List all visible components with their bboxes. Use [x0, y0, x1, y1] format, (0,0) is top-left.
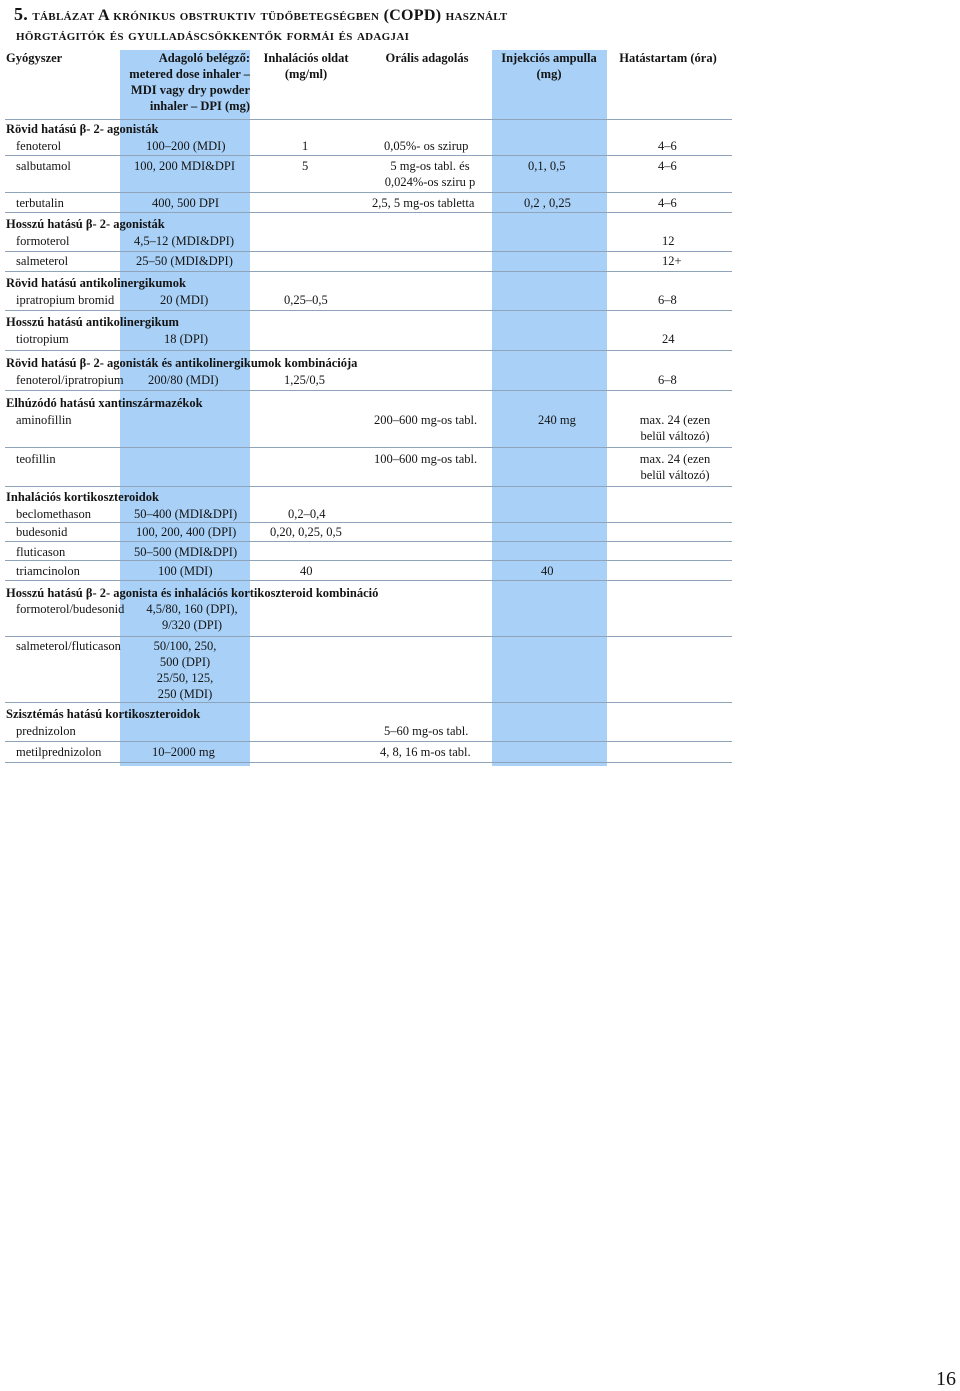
row-divider — [5, 310, 732, 311]
drug-name: ipratropium bromid — [16, 293, 115, 307]
drug-name: salbutamol — [16, 159, 71, 173]
header-inhaler: Adagoló belégző: metered dose inhaler – MDI vagy dry powder inhaler – DPI (mg) — [129, 51, 250, 113]
row-divider — [5, 702, 732, 703]
inhaler-dose: 100–200 (MDI) — [146, 139, 226, 153]
table-title — [14, 4, 734, 46]
inhaler-dose: 20 (MDI) — [160, 293, 209, 307]
row-divider — [5, 390, 732, 391]
row-divider — [5, 155, 732, 156]
section-heading: Rövid hatású antikolinergikumok — [6, 276, 186, 290]
solution-dose: 0,20, 0,25, 0,5 — [270, 525, 342, 539]
page-number: 16 — [936, 1368, 956, 1390]
table-number: 5. — [14, 4, 29, 24]
row-divider — [5, 486, 732, 487]
section-heading: Hosszú hatású β- 2- agonista és inhalációs kortikoszteroid kombináció — [6, 586, 379, 600]
drug-name: tiotropium — [16, 332, 69, 346]
oral-dose: 5 mg-os tabl. és 0,024%-os sziru p — [384, 159, 476, 189]
duration: 6–8 — [658, 293, 677, 307]
drug-name: salmeterol — [16, 254, 69, 268]
row-divider — [5, 119, 732, 120]
drug-name: beclomethason — [16, 507, 91, 521]
row-divider — [5, 741, 732, 742]
oral-dose: 100–600 mg-os tabl. — [374, 452, 478, 466]
inhaler-dose: 4,5–12 (MDI&DPI) — [134, 234, 234, 248]
drug-name: terbutalin — [16, 196, 64, 210]
header-drug: Gyógyszer — [6, 51, 63, 65]
injection-dose: 0,1, 0,5 — [528, 159, 566, 173]
oral-dose: 200–600 mg-os tabl. — [374, 413, 478, 427]
duration: 4–6 — [658, 159, 677, 173]
row-divider — [5, 580, 732, 581]
duration: max. 24 (ezen belül változó) — [639, 413, 711, 443]
solution-dose: 5 — [302, 159, 309, 173]
section-heading: Rövid hatású β- 2- agonisták és antikolinergikumok kombinációja — [6, 356, 358, 370]
section-heading: Hosszú hatású antikolinergikum — [6, 315, 179, 329]
duration: 4–6 — [658, 139, 677, 153]
table-title-line1: táblázat A krónikus obstruktiv tüdőbetegségben (COPD) használt — [32, 7, 508, 24]
inhaler-dose: 25–50 (MDI&DPI) — [136, 254, 233, 268]
duration: 6–8 — [658, 373, 677, 387]
oral-dose: 5–60 mg-os tabl. — [384, 724, 469, 738]
row-divider — [5, 251, 732, 252]
section-heading: Rövid hatású β- 2- agonisták — [6, 122, 159, 136]
row-divider — [5, 762, 732, 763]
duration: 24 — [662, 332, 675, 346]
inhaler-dose: 100, 200, 400 (DPI) — [136, 525, 237, 539]
section-heading: Inhalációs kortikoszteroidok — [6, 490, 159, 504]
row-divider — [5, 271, 732, 272]
oral-dose: 0,05%- os szirup — [384, 139, 469, 153]
drug-name: salmeterol/fluticason — [16, 639, 121, 653]
drug-name: fluticason — [16, 545, 66, 559]
row-divider — [5, 522, 732, 523]
solution-dose: 40 — [300, 564, 313, 578]
inhaler-dose: 50/100, 250, 500 (DPI) 25/50, 125, 250 (MDI) — [153, 639, 217, 701]
row-divider — [5, 560, 732, 561]
section-heading: Hosszú hatású β- 2- agonisták — [6, 217, 165, 231]
solution-dose: 0,2–0,4 — [288, 507, 326, 521]
inhaler-dose: 400, 500 DPI — [152, 196, 220, 210]
header-duration: Hatástartam (óra) — [619, 51, 717, 65]
row-divider — [5, 350, 732, 351]
row-divider — [5, 541, 732, 542]
header-solution: Inhalációs oldat (mg/ml) — [263, 51, 349, 81]
inhaler-dose: 100, 200 MDI&DPI — [134, 159, 236, 173]
table-title-line2: hörgtágitók és gyulladáscsökkentők formái és adagjai — [16, 27, 410, 44]
inhaler-dose: 18 (DPI) — [164, 332, 209, 346]
inhaler-dose: 10–2000 mg — [152, 745, 215, 759]
inhaler-dose: 200/80 (MDI) — [148, 373, 219, 387]
duration: 12+ — [662, 254, 682, 268]
inhaler-dose: 4,5/80, 160 (DPI), 9/320 (DPI) — [146, 602, 238, 632]
duration: 12 — [662, 234, 675, 248]
drug-name: metilprednizolon — [16, 745, 102, 759]
duration: 4–6 — [658, 196, 677, 210]
inhaler-dose: 50–400 (MDI&DPI) — [134, 507, 238, 521]
solution-dose: 1,25/0,5 — [284, 373, 325, 387]
row-divider — [5, 212, 732, 213]
inhaler-dose: 50–500 (MDI&DPI) — [134, 545, 238, 559]
drug-name: teofillin — [16, 452, 56, 466]
drug-name: prednizolon — [16, 724, 76, 738]
solution-dose: 1 — [302, 139, 309, 153]
row-divider — [5, 636, 732, 637]
injection-dose: 0,2 , 0,25 — [524, 196, 571, 210]
injection-dose: 240 mg — [538, 413, 576, 427]
drug-name: formoterol — [16, 234, 70, 248]
drug-name: formoterol/budesonid — [16, 602, 125, 616]
row-divider — [5, 447, 732, 448]
drug-name: fenoterol/ipratropium — [16, 373, 124, 387]
header-oral: Orális adagolás — [385, 51, 469, 65]
drug-name: triamcinolon — [16, 564, 80, 578]
oral-dose: 2,5, 5 mg-os tabletta — [372, 196, 475, 210]
drug-name: budesonid — [16, 525, 68, 539]
oral-dose: 4, 8, 16 m-os tabl. — [380, 745, 471, 759]
injection-dose: 40 — [541, 564, 554, 578]
drug-name: fenoterol — [16, 139, 62, 153]
inhaler-dose: 100 (MDI) — [158, 564, 213, 578]
row-divider — [5, 192, 732, 193]
header-injection: Injekciós ampulla (mg) — [501, 51, 597, 81]
section-heading: Szisztémás hatású kortikoszteroidok — [6, 707, 201, 721]
solution-dose: 0,25–0,5 — [284, 293, 328, 307]
duration: max. 24 (ezen belül változó) — [639, 452, 711, 482]
section-heading: Elhúzódó hatású xantinszármazékok — [6, 396, 203, 410]
drug-name: aminofillin — [16, 413, 72, 427]
